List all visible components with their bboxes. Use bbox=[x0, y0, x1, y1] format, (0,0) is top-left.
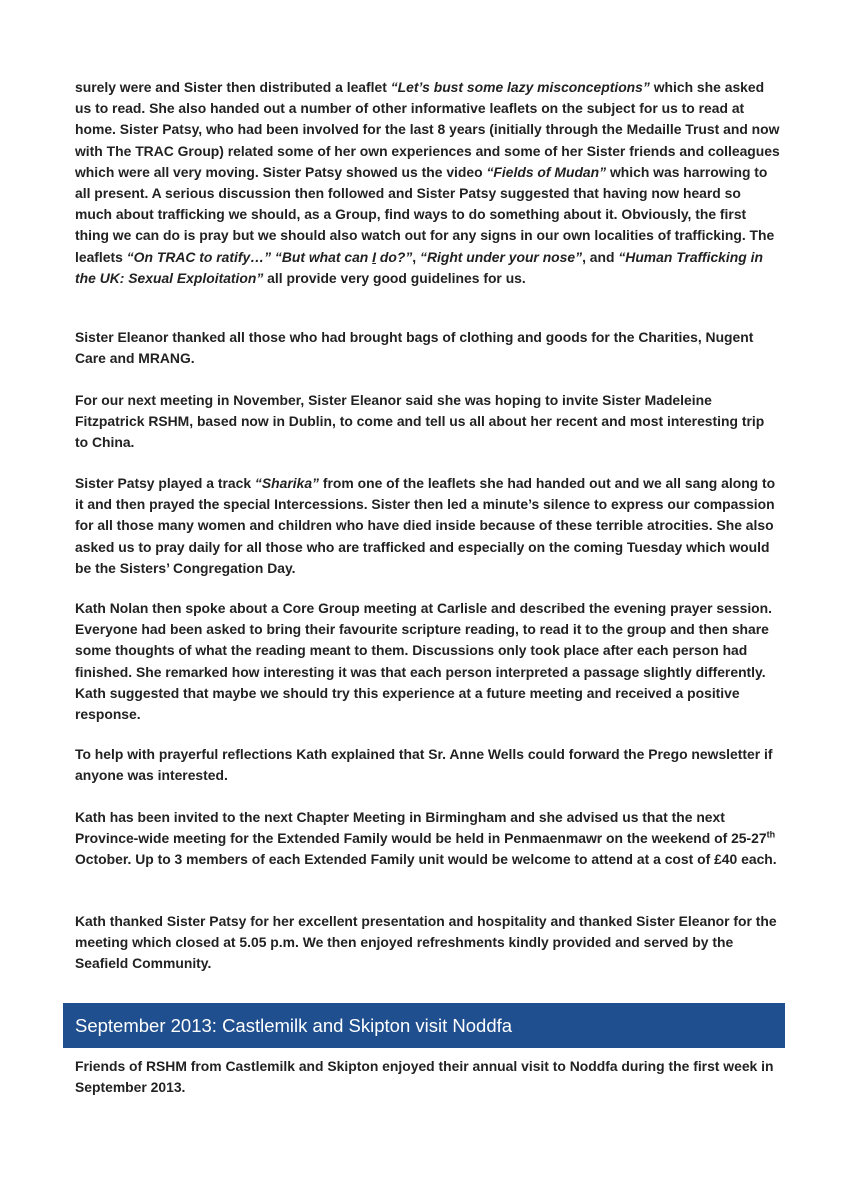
paragraph-leaflets bbox=[75, 77, 780, 289]
leaflet-title: “Let’s bust some lazy misconceptions” bbox=[390, 79, 650, 95]
paragraph-sharika bbox=[75, 473, 780, 579]
text-run: do?” bbox=[376, 248, 413, 265]
text-run: which she asked us to read. She also handed out a number of other informative leaflets on the subject for us to read at home. Sister Patsy, who had been involved for the last 8 years (initially through the Medaille Trust and now with The TRAC Group) related some of her own experiences and some of her Sister friends and colleagues which were all very moving. Sister Patsy showed us the video bbox=[75, 79, 780, 180]
paragraph-prego: To help with prayerful reflections Kath explained that Sr. Anne Wells could forward the Prego newsletter if anyone was interested. bbox=[75, 746, 773, 784]
leaflet-title: “Human Trafficking in the UK: Sexual Exploitation” bbox=[75, 248, 763, 286]
paragraph-core-group: Kath Nolan then spoke about a Core Group meeting at Carlisle and described the evening prayer session. Everyone had been asked to bring their favourite scripture reading, to read it to the group and then share some thoughts of what the reading meant to them. Discussions only took place after each person had finished. She remarked how interesting it was that each person interpreted a passage slightly differently. Kath suggested that maybe we should try this experience at a future meeting and received a positive response. bbox=[75, 600, 773, 723]
leaflet-title: “On TRAC to ratify…” bbox=[126, 248, 272, 265]
text-run: , and bbox=[582, 248, 619, 265]
text-run: Kath has been invited to the next Chapter Meeting in Birmingham and she advised us that the next Province-wide meeting for the Extended Family would be held in Penmaenmawr on the weekend of 25-27 bbox=[75, 809, 767, 847]
text-run: all provide very good guidelines for us. bbox=[263, 269, 526, 286]
paragraph-next-meeting: For our next meeting in November, Sister Eleanor said she was hoping to invite Sister Madeleine Fitzpatrick RSHM, based now in Dublin, to come and tell us all about her recent and most interesting trip to China. bbox=[75, 392, 765, 451]
track-title: “Sharika” bbox=[254, 475, 320, 491]
text-run: Sister Patsy played a track bbox=[75, 475, 255, 491]
leaflet-title bbox=[275, 249, 412, 265]
text-run: “But what can bbox=[274, 248, 373, 265]
video-title: “Fields of Mudan” bbox=[486, 163, 607, 180]
paragraph-castlemilk-skipton: Friends of RSHM from Castlemilk and Skipton enjoyed their annual visit to Noddfa during the first week in September 2013. bbox=[75, 1058, 774, 1096]
text-run: surely were and Sister then distributed a leaflet bbox=[75, 79, 391, 95]
section-heading-banner bbox=[63, 1003, 785, 1048]
text-run: which was harrowing to all present. A serious discussion then followed and Sister Patsy suggested that having now heard so much about trafficking we should, as a Group, find ways to do something about it. Obviously, the first thing we can do is pray but we should also watch out for any signs in our own localities of trafficking. The leaflets bbox=[75, 163, 775, 265]
paragraph-chapter-meeting bbox=[75, 807, 780, 871]
underlined-word: I bbox=[372, 248, 377, 265]
leaflet-title: “Right under your nose” bbox=[420, 248, 583, 265]
text-run: , bbox=[412, 248, 420, 265]
text-run: October. Up to 3 members of each Extended Family unit would be welcome to attend at a cost of £40 each. bbox=[75, 851, 777, 868]
paragraph-charities: Sister Eleanor thanked all those who had brought bags of clothing and goods for the Charities, Nugent Care and MRANG. bbox=[75, 329, 754, 367]
paragraph-closing: Kath thanked Sister Patsy for her excellent presentation and hospitality and thanked Sister Eleanor for the meeting which closed at 5.05 p.m. We then enjoyed refreshments kindly provided and served by the Seafield Community. bbox=[75, 913, 777, 972]
section-heading: September 2013: Castlemilk and Skipton visit Noddfa bbox=[75, 1015, 513, 1036]
text-run: from one of the leaflets she had handed out and we all sang along to it and then prayed the special Intercessions. Sister then led a minute’s silence to express our compassion for all those many women and children who have died inside because of these terrible atrocities. She also asked us to pray daily for all those who are trafficked and especially on the coming Tuesday which would be the Sisters’ Congregation Day. bbox=[75, 475, 776, 576]
ordinal-suffix: th bbox=[766, 829, 776, 840]
